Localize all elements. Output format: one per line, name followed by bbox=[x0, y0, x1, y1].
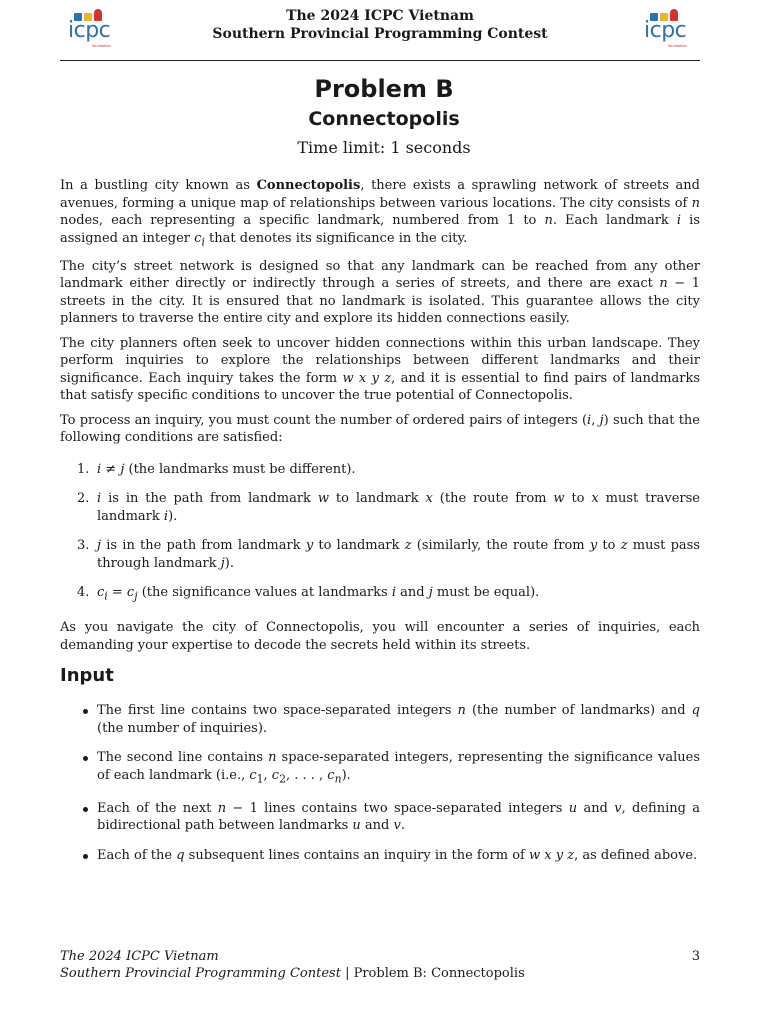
icpc-logo-icon: icpc foundation bbox=[64, 6, 120, 52]
condition-item bbox=[60, 490, 700, 525]
condition-text: $c_i = c_j$ (the significance values at landmarks i and j must be equal). bbox=[97, 585, 540, 603]
page-footer bbox=[60, 948, 700, 982]
condition-item bbox=[60, 584, 700, 605]
input-item bbox=[60, 847, 700, 865]
input-list bbox=[60, 702, 700, 864]
input-item-text: The first line contains two space-separated integers n (the number of landmarks) and q (the number of inquiries). bbox=[97, 703, 700, 736]
input-item bbox=[60, 749, 700, 788]
input-item-text: Each of the q subsequent lines contains an inquiry in the form of w x y z, as defined above. bbox=[97, 847, 698, 863]
condition-text: i is in the path from landmark w to landmark x (the route from w to x must traverse landmark i). bbox=[97, 491, 700, 524]
paragraph: The city’s street network is designed so that any landmark can be reached from any other landmark either directly or indirectly through a series of streets, and there are exact n − 1 streets in the city. It is ensured that no landmark is isolated. This guarantee allows the city planners to traverse the entire city and explore its hidden connections easily. bbox=[60, 258, 700, 327]
footer-line1: The 2024 ICPC Vietnam bbox=[60, 949, 219, 964]
input-heading: Input bbox=[60, 665, 114, 687]
bullet-icon bbox=[83, 709, 88, 714]
page-header bbox=[60, 4, 700, 61]
paragraph: As you navigate the city of Connectopolis, you will encounter a series of inquiries, each demanding your expertise to decode the secrets held within its streets. bbox=[60, 620, 700, 653]
condition-number: 2. bbox=[77, 491, 90, 507]
paragraph: In a bustling city known as Connectopolis, there exists a sprawling network of streets and avenues, forming a unique map of relationships between various locations. The city consists of n nodes, each representing a specific landmark, numbered from 1 to n. Each landmark i is assigned an integer $c_i$ that denotes its significance in the city. bbox=[60, 178, 700, 249]
bullet-icon bbox=[83, 807, 88, 812]
condition-text: i ≠ j (the landmarks must be different). bbox=[97, 461, 356, 477]
condition-text: j is in the path from landmark y to landmark z (similarly, the route from y to z must pass through landmark j). bbox=[97, 538, 700, 571]
problem-statement bbox=[60, 177, 700, 876]
input-item-text: Each of the next n − 1 lines contains two space-separated integers u and v, defining a bidirectional path between landmarks u and v. bbox=[97, 800, 700, 834]
input-item bbox=[60, 702, 700, 737]
input-item-text: The second line contains n space-separated integers, representing the significance values of each landmark (i.e., $c_1$, $c_2$, . . . , $c_n$). bbox=[97, 750, 700, 786]
condition-item bbox=[60, 461, 700, 479]
input-item bbox=[60, 800, 700, 835]
contest-title-line2: Southern Provincial Programming Contest bbox=[212, 26, 548, 42]
problem-title: Problem B bbox=[314, 75, 454, 103]
bullet-icon bbox=[83, 854, 88, 859]
page-number: 3 bbox=[691, 949, 700, 964]
condition-number: 1. bbox=[77, 461, 90, 477]
paragraph: To process an inquiry, you must count the number of ordered pairs of integers (i, j) such that the following conditions are satisfied: bbox=[60, 412, 701, 446]
footer-line2: Southern Provincial Programming Contest | Problem B: Connectopolis bbox=[60, 966, 525, 981]
contest-title bbox=[60, 7, 700, 43]
icpc-logo-icon: icpc foundation bbox=[640, 6, 696, 52]
bullet-icon bbox=[83, 756, 88, 761]
conditions-list bbox=[60, 461, 700, 606]
condition-number: 4. bbox=[77, 585, 90, 601]
condition-item bbox=[60, 537, 700, 572]
condition-number: 3. bbox=[77, 538, 90, 554]
time-limit: Time limit: 1 seconds bbox=[297, 138, 471, 157]
contest-title-line1: The 2024 ICPC Vietnam bbox=[286, 8, 474, 24]
problem-name: Connectopolis bbox=[308, 108, 460, 130]
paragraph: The city planners often seek to uncover hidden connections within this urban landscape. They perform inquiries to explore the relationships between different landmarks and their significance. Each inquiry takes the form w x y z, and it is essential to find pairs of landmarks that satisfy specific conditions to uncover the true potential of Connectopolis. bbox=[60, 335, 700, 404]
